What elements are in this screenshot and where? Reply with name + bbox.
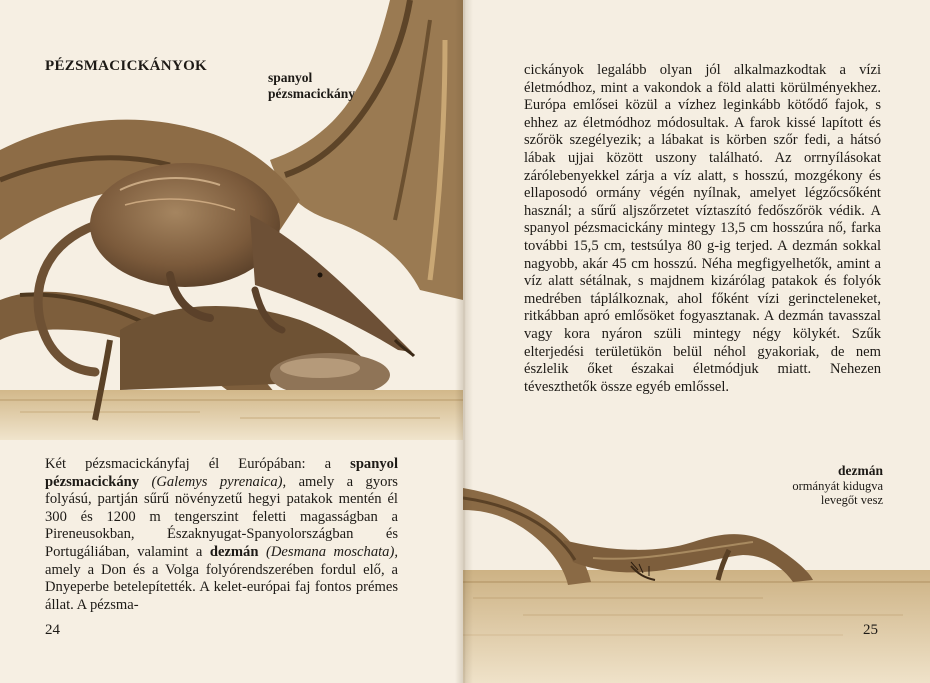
caption-line: levegőt vesz xyxy=(820,493,883,507)
species-name: spanyol pézsmacickány xyxy=(45,456,398,490)
section-heading: PÉZSMACICKÁNYOK xyxy=(45,58,208,74)
caption-line: ormányát kidugva xyxy=(792,479,883,493)
body-paragraph-left xyxy=(45,456,398,614)
desmana-illustration xyxy=(463,470,930,683)
right-page xyxy=(463,0,930,683)
body-paragraph-right: cickányok legalább olyan jól alkalmazkodtak a vízi életmódhoz, mint a vakondok a föld alatti körülményekhez. Európa emlősei közül a vízhez leginkább kötődő fajok, s ehhez az életmódhoz módosultak. A farok kissé lapított és szőrök szegélyezik; a lábakat is körben szőr fedi, a hátsó lábak ujjai között uszony található. Az orrnyílásokat zárólebenyekkel zárja a víz alatt, s hosszú, mozgékony és ellaposodó ormány végén nyílnak, amelyet légzőcsőként használ; a sűrű aljszőrzetet víztaszító fedőszőrök védik. A spanyol pézsmacickány mintegy 13,5 cm hosszúra nő, farka további 15,5 cm, testsúlya 80 g-ig terjed. A dezmán sokkal nagyobb, akár 45 cm hosszú. Néha megfigyelhetők, amint a víz alatt sétálnak, s majdnem kizárólag patakok és folyók medrében táplálkoznak, ahol főként vízi gerincteleneket, ritkábban apró emlősöket fogyasztanak. A dezmán tavasszal vagy kora nyáron szüli mintegy négy kölykét. Szűk elterjedési területükön belül néhol gyakoriak, de nem észlelik őket északai életmódjuk miatt. Nehezen téveszthetők össze egyéb emlőssel. xyxy=(524,62,881,395)
species-name: dezmán xyxy=(209,543,259,560)
caption-title: dezmán xyxy=(838,463,883,478)
text-run: amely a Don és a Volga folyórendszerében fordul elő, a Dnyeperbe betelepítették. A kelet-európai faj fontos prémes állat. A pézsma- xyxy=(45,561,398,613)
left-page xyxy=(0,0,463,683)
page-number-right: 25 xyxy=(863,622,878,638)
latin-name: (Desmana moschata), xyxy=(266,543,398,560)
book-gutter xyxy=(455,0,473,683)
text-run xyxy=(258,544,266,560)
latin-name: (Galemys pyrenaica), xyxy=(151,473,287,490)
figure-caption-galemys xyxy=(268,70,355,102)
text-run: amely a gyors folyású, partján sűrű növényzetű hegyi patakok mentén él 300 és 1200 m tengerszint feletti magasságban a Pireneusokban, Északnyugat-Spanyolországban és Portugáliában, valamint a xyxy=(45,473,398,560)
text-run: Két pézsmacickányfaj él Európában: a xyxy=(45,456,351,472)
caption-line: pézsmacickány xyxy=(268,86,355,101)
text-run xyxy=(139,474,151,490)
page-number-left: 24 xyxy=(45,622,60,638)
caption-line: spanyol xyxy=(268,70,313,85)
